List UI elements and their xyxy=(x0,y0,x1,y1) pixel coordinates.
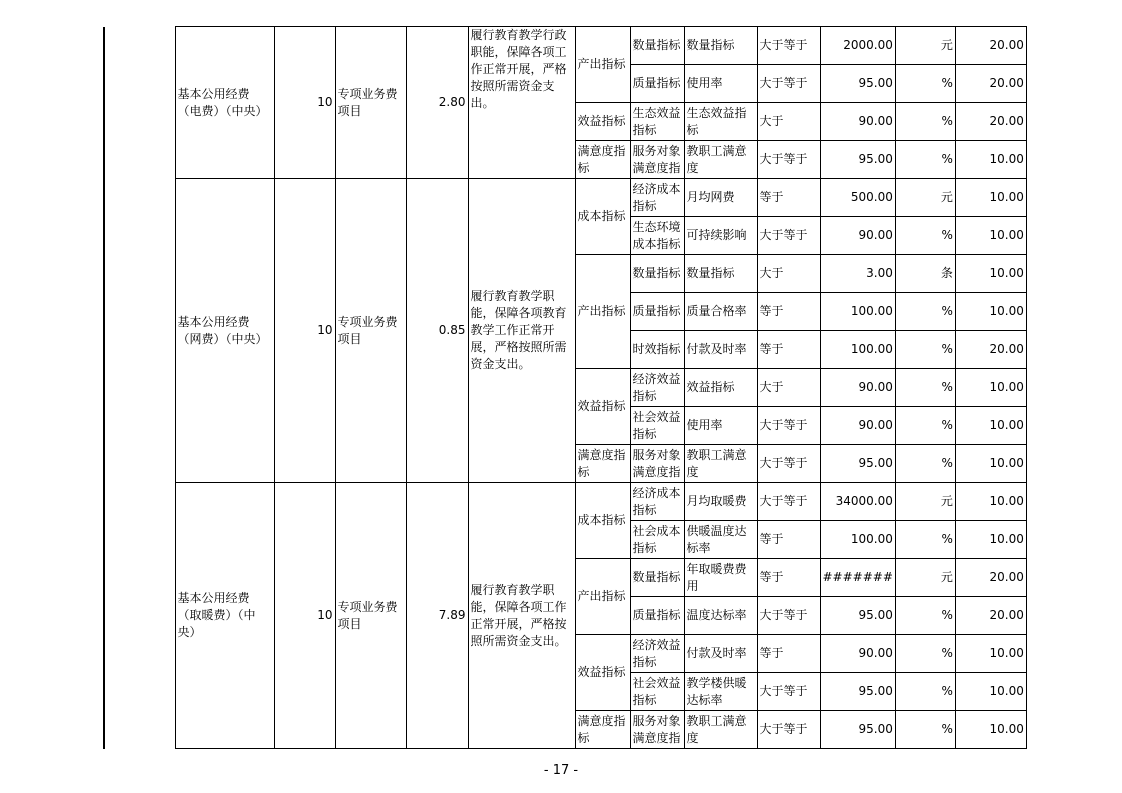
indicator-name-cell: 质量合格率 xyxy=(684,293,757,331)
table-row xyxy=(104,27,1026,65)
operator-cell: 等于 xyxy=(757,559,820,597)
page-number: - 17 - xyxy=(543,763,579,778)
operator-cell: 大于 xyxy=(757,255,820,293)
unit-cell: % xyxy=(895,65,955,103)
score-cell: 20.00 xyxy=(955,27,1026,65)
indicator-level2-cell: 经济成本指标 xyxy=(630,483,684,521)
indicator-name-cell: 使用率 xyxy=(684,65,757,103)
operator-cell: 大于等于 xyxy=(757,483,820,521)
project-type-cell: 专项业务费项目 xyxy=(335,483,406,749)
target-value-cell: 90.00 xyxy=(820,635,895,673)
target-value-cell: 100.00 xyxy=(820,331,895,369)
table-row xyxy=(104,179,1026,217)
score-cell: 10.00 xyxy=(955,141,1026,179)
indicator-level2-cell: 社会成本指标 xyxy=(630,521,684,559)
performance-table xyxy=(103,26,1027,749)
target-value-cell: ####### xyxy=(820,559,895,597)
indicator-level1-cell: 效益指标 xyxy=(575,103,630,141)
score-cell: 20.00 xyxy=(955,331,1026,369)
indicator-name-cell: 效益指标 xyxy=(684,369,757,407)
amount-cell: 7.89 xyxy=(406,483,468,749)
project-name-cell: 基本公用经费（取暖费）（中央） xyxy=(175,483,274,749)
score-cell: 10.00 xyxy=(955,293,1026,331)
target-value-cell: 90.00 xyxy=(820,369,895,407)
indicator-level2-cell: 时效指标 xyxy=(630,331,684,369)
target-value-cell: 500.00 xyxy=(820,179,895,217)
score-cell: 10.00 xyxy=(955,711,1026,749)
indicator-name-cell: 付款及时率 xyxy=(684,331,757,369)
operator-cell: 大于 xyxy=(757,103,820,141)
target-value-cell: 95.00 xyxy=(820,597,895,635)
indicator-level2-cell: 数量指标 xyxy=(630,255,684,293)
indicator-level2-cell: 服务对象满意度指 xyxy=(630,445,684,483)
unit-cell: % xyxy=(895,103,955,141)
project-type-cell: 专项业务费项目 xyxy=(335,179,406,483)
indicator-name-cell: 数量指标 xyxy=(684,27,757,65)
indicator-name-cell: 生态效益指标 xyxy=(684,103,757,141)
count-cell: 10 xyxy=(274,179,335,483)
unit-cell: 元 xyxy=(895,483,955,521)
target-value-cell: 95.00 xyxy=(820,445,895,483)
indicator-level2-cell: 社会效益指标 xyxy=(630,673,684,711)
target-value-cell: 100.00 xyxy=(820,521,895,559)
count-cell: 10 xyxy=(274,27,335,179)
indicator-level2-cell: 经济效益指标 xyxy=(630,635,684,673)
indicator-name-cell: 月均取暖费 xyxy=(684,483,757,521)
indicator-level2-cell: 经济效益指标 xyxy=(630,369,684,407)
indicator-name-cell: 教职工满意度 xyxy=(684,711,757,749)
indicator-level2-cell: 经济成本指标 xyxy=(630,179,684,217)
indicator-level1-cell: 满意度指标 xyxy=(575,141,630,179)
indicator-level2-cell: 服务对象满意度指 xyxy=(630,711,684,749)
blank-cell xyxy=(104,483,175,749)
operator-cell: 等于 xyxy=(757,293,820,331)
indicator-level2-cell: 质量指标 xyxy=(630,65,684,103)
count-cell: 10 xyxy=(274,483,335,749)
score-cell: 10.00 xyxy=(955,635,1026,673)
unit-cell: 条 xyxy=(895,255,955,293)
operator-cell: 大于 xyxy=(757,369,820,407)
indicator-name-cell: 数量指标 xyxy=(684,255,757,293)
score-cell: 10.00 xyxy=(955,179,1026,217)
amount-cell: 0.85 xyxy=(406,179,468,483)
unit-cell: % xyxy=(895,141,955,179)
score-cell: 10.00 xyxy=(955,445,1026,483)
target-value-cell: 90.00 xyxy=(820,103,895,141)
indicator-name-cell: 付款及时率 xyxy=(684,635,757,673)
project-name-cell: 基本公用经费（电费）（中央） xyxy=(175,27,274,179)
unit-cell: % xyxy=(895,331,955,369)
unit-cell: 元 xyxy=(895,27,955,65)
operator-cell: 等于 xyxy=(757,179,820,217)
unit-cell: % xyxy=(895,293,955,331)
score-cell: 10.00 xyxy=(955,673,1026,711)
table-row xyxy=(104,483,1026,521)
indicator-level2-cell: 生态效益指标 xyxy=(630,103,684,141)
unit-cell: % xyxy=(895,217,955,255)
indicator-name-cell: 教职工满意度 xyxy=(684,141,757,179)
score-cell: 10.00 xyxy=(955,369,1026,407)
description-cell: 履行教育教学职能，保障各项教育教学工作正常开展，严格按照所需资金支出。 xyxy=(468,179,575,483)
target-value-cell: 95.00 xyxy=(820,711,895,749)
operator-cell: 大于等于 xyxy=(757,141,820,179)
indicator-level1-cell: 产出指标 xyxy=(575,255,630,369)
indicator-name-cell: 供暖温度达标率 xyxy=(684,521,757,559)
operator-cell: 大于等于 xyxy=(757,711,820,749)
operator-cell: 大于等于 xyxy=(757,597,820,635)
blank-cell xyxy=(104,179,175,483)
description-cell: 履行教育教学行政职能，保障各项工作正常开展，严格按照所需资金支出。 xyxy=(468,27,575,179)
indicator-level1-cell: 产出指标 xyxy=(575,559,630,635)
indicator-level2-cell: 数量指标 xyxy=(630,559,684,597)
target-value-cell: 34000.00 xyxy=(820,483,895,521)
indicator-level2-cell: 社会效益指标 xyxy=(630,407,684,445)
score-cell: 20.00 xyxy=(955,559,1026,597)
score-cell: 20.00 xyxy=(955,597,1026,635)
indicator-name-cell: 教学楼供暖达标率 xyxy=(684,673,757,711)
indicator-level2-cell: 服务对象满意度指 xyxy=(630,141,684,179)
unit-cell: % xyxy=(895,673,955,711)
operator-cell: 大于等于 xyxy=(757,407,820,445)
operator-cell: 等于 xyxy=(757,521,820,559)
indicator-name-cell: 使用率 xyxy=(684,407,757,445)
operator-cell: 大于等于 xyxy=(757,65,820,103)
project-name-cell: 基本公用经费（网费）（中央） xyxy=(175,179,274,483)
amount-cell: 2.80 xyxy=(406,27,468,179)
target-value-cell: 95.00 xyxy=(820,141,895,179)
unit-cell: 元 xyxy=(895,179,955,217)
unit-cell: 元 xyxy=(895,559,955,597)
operator-cell: 等于 xyxy=(757,635,820,673)
indicator-level1-cell: 效益指标 xyxy=(575,369,630,445)
operator-cell: 大于等于 xyxy=(757,445,820,483)
score-cell: 10.00 xyxy=(955,483,1026,521)
score-cell: 10.00 xyxy=(955,255,1026,293)
target-value-cell: 100.00 xyxy=(820,293,895,331)
target-value-cell: 95.00 xyxy=(820,673,895,711)
score-cell: 10.00 xyxy=(955,217,1026,255)
operator-cell: 等于 xyxy=(757,331,820,369)
unit-cell: % xyxy=(895,711,955,749)
indicator-name-cell: 月均网费 xyxy=(684,179,757,217)
indicator-level1-cell: 成本指标 xyxy=(575,179,630,255)
indicator-level1-cell: 效益指标 xyxy=(575,635,630,711)
indicator-name-cell: 可持续影响 xyxy=(684,217,757,255)
indicator-level2-cell: 质量指标 xyxy=(630,597,684,635)
unit-cell: % xyxy=(895,407,955,445)
unit-cell: % xyxy=(895,445,955,483)
indicator-name-cell: 教职工满意度 xyxy=(684,445,757,483)
operator-cell: 大于等于 xyxy=(757,673,820,711)
indicator-name-cell: 温度达标率 xyxy=(684,597,757,635)
indicator-level1-cell: 产出指标 xyxy=(575,27,630,103)
indicator-level1-cell: 满意度指标 xyxy=(575,445,630,483)
operator-cell: 大于等于 xyxy=(757,27,820,65)
operator-cell: 大于等于 xyxy=(757,217,820,255)
indicator-level2-cell: 生态环境成本指标 xyxy=(630,217,684,255)
unit-cell: % xyxy=(895,369,955,407)
unit-cell: % xyxy=(895,597,955,635)
indicator-level2-cell: 质量指标 xyxy=(630,293,684,331)
project-type-cell: 专项业务费项目 xyxy=(335,27,406,179)
indicator-level1-cell: 满意度指标 xyxy=(575,711,630,749)
target-value-cell: 90.00 xyxy=(820,407,895,445)
description-cell: 履行教育教学职能，保障各项工作正常开展，严格按照所需资金支出。 xyxy=(468,483,575,749)
unit-cell: % xyxy=(895,635,955,673)
indicator-level2-cell: 数量指标 xyxy=(630,27,684,65)
target-value-cell: 95.00 xyxy=(820,65,895,103)
unit-cell: % xyxy=(895,521,955,559)
score-cell: 20.00 xyxy=(955,103,1026,141)
score-cell: 10.00 xyxy=(955,521,1026,559)
indicator-name-cell: 年取暖费费用 xyxy=(684,559,757,597)
blank-cell xyxy=(104,27,175,179)
indicator-level1-cell: 成本指标 xyxy=(575,483,630,559)
target-value-cell: 2000.00 xyxy=(820,27,895,65)
score-cell: 10.00 xyxy=(955,407,1026,445)
score-cell: 20.00 xyxy=(955,65,1026,103)
target-value-cell: 3.00 xyxy=(820,255,895,293)
target-value-cell: 90.00 xyxy=(820,217,895,255)
